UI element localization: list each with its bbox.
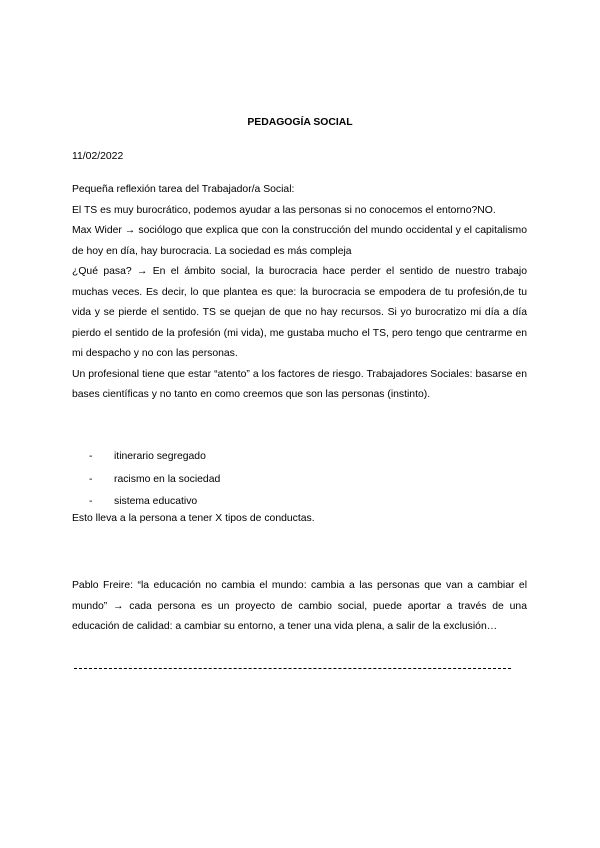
body-text — [72, 180, 527, 406]
bullet-marker: - — [89, 473, 93, 485]
list-item — [72, 446, 527, 469]
document-title: PEDAGOGÍA SOCIAL — [247, 117, 353, 128]
list-item-text: sistema educativo — [114, 496, 198, 507]
quote-paragraph: Pablo Freire: “la educación no cambia el mundo: cambia a las personas que van a cambiar el mundo” → cada persona es un proyecto de cambio social, puede aportar a través de una educación de calidad: a cambiar su entorno, a tener una vida plena, a salir de la exclusión… — [72, 580, 527, 632]
list-item-text: racismo en la sociedad — [114, 473, 221, 485]
divider-line — [74, 668, 511, 669]
paragraph: Un profesional tiene que estar “atento” a los factores de riesgo. Trabajadores Sociales: basarse en bases científicas y no tanto en como creemos que son las personas (instinto). — [72, 368, 527, 400]
list-item-text: itinerario segregado — [114, 451, 206, 462]
paragraph: ¿Qué pasa? → En el ámbito social, la burocracia hace perder el sentido de nuestro trabajo muchas veces. Es decir, lo que plantea es que: la burocracia se empodera de tu profesión,de tu vida y se pierde el sentido. TS se quejan de que no hay recursos. Si yo burocratizo mi día a día pierdo el sentido de la profesión (mi vida), me gustaba mucho el TS, pero tengo que centrarme en mi despacho y no con las personas. — [72, 266, 527, 359]
paragraph: Max Wider → sociólogo que explica que con la construcción del mundo occidental y el capitalismo de hoy en día, hay burocracia. La sociedad es más compleja — [72, 225, 527, 257]
quote-block — [72, 576, 527, 638]
bullet-marker: - — [89, 496, 93, 507]
list-item — [72, 469, 527, 492]
bullet-marker: - — [89, 451, 93, 462]
bullet-list — [72, 446, 527, 514]
paragraph: El TS es muy burocrático, podemos ayudar a las personas si no conocemos el entorno?NO. — [72, 204, 496, 216]
document-date: 11/02/2022 — [72, 151, 124, 162]
paragraph: Pequeña reflexión tarea del Trabajador/a Social: — [72, 184, 295, 195]
conclusion-text: Esto lleva a la persona a tener X tipos de conductas. — [72, 513, 315, 524]
list-item — [72, 491, 527, 514]
